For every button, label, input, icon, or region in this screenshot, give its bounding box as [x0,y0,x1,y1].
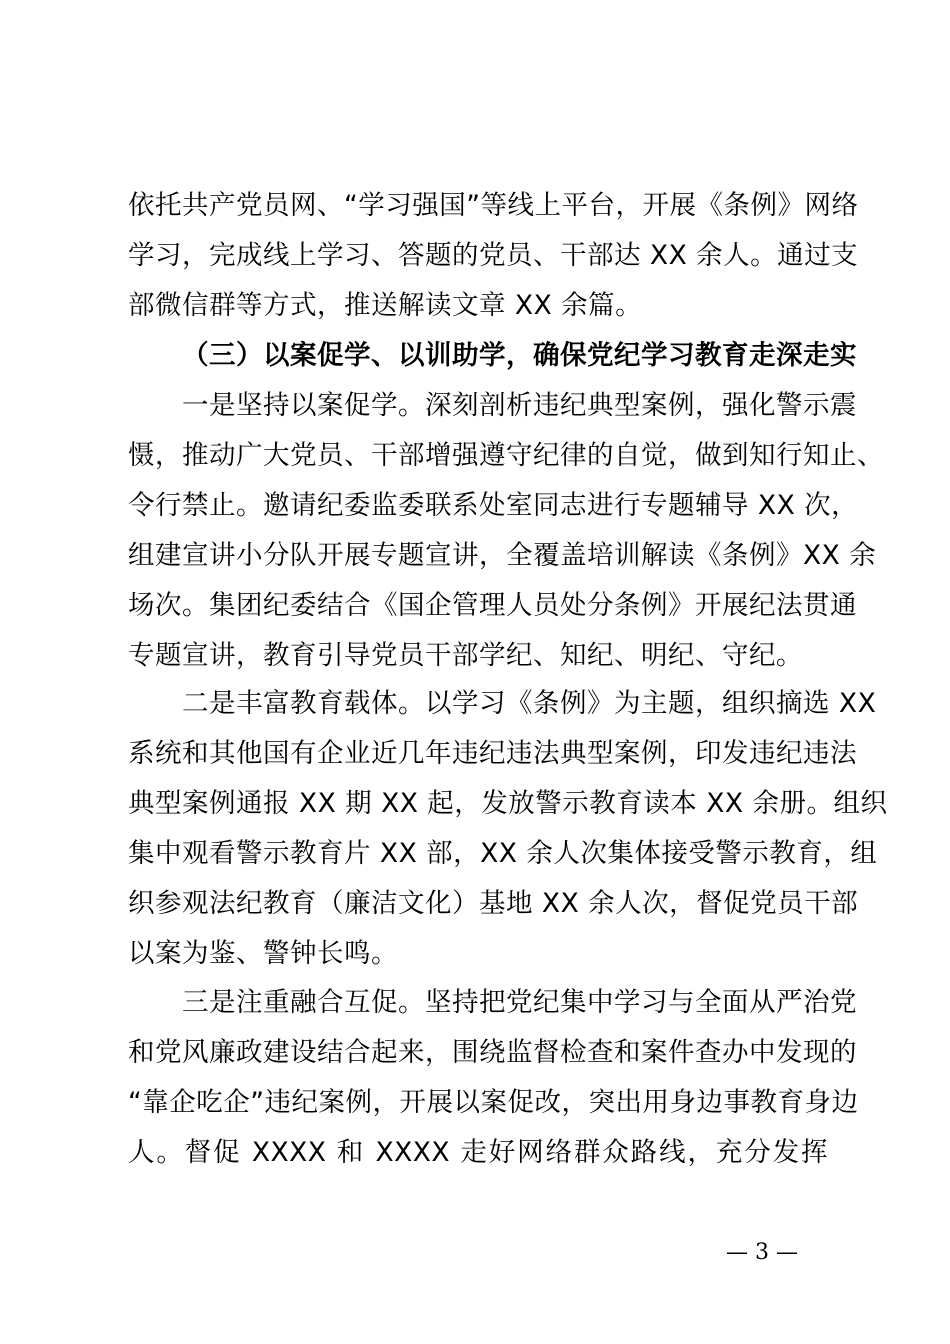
page-number: — 3 — [726,1240,798,1265]
text-line: 组建宣讲小分队开展专题宣讲，全覆盖培训解读《条例》XX 余 [128,540,877,571]
text-line: 学习，完成线上学习、答题的党员、干部达 XX 余人。通过支 [128,240,859,271]
text-line: 专题宣讲，教育引导党员干部学纪、知纪、明纪、守纪。 [128,640,803,671]
paragraph-integration [128,978,859,1178]
text-line: 人。督促 XXXX 和 XXXX 走好网络群众路线，充分发挥 [128,1137,828,1168]
text-line: 三是注重融合互促。坚持把党纪集中学习与全面从严治党 [182,987,857,1018]
text-line: 部微信群等方式，推送解读文章 XX 余篇。 [128,290,643,321]
text-line: 织参观法纪教育（廉洁文化）基地 XX 余人次，督促党员干部 [128,888,859,919]
text-line: 场次。集团纪委结合《国企管理人员处分条例》开展纪法贯通 [128,590,857,621]
text-line: 和党风廉政建设结合起来，围绕监督检查和案件查办中发现的 [128,1037,857,1068]
paragraph-continuation [128,181,859,331]
text-line: 集中观看警示教育片 XX 部，XX 余人次集体接受警示教育，组 [128,838,878,869]
text-line: 慑，推动广大党员、干部增强遵守纪律的自觉，做到知行知止、 [128,440,884,471]
text-line: 依托共产党员网、“学习强国”等线上平台，开展《条例》网络 [128,190,859,221]
text-line: 令行禁止。邀请纪委监委联系处室同志进行专题辅导 XX 次， [128,490,859,521]
section-heading-block [128,331,857,381]
section-heading: （三）以案促学、以训助学，确保党纪学习教育走深走实 [182,340,857,371]
text-line: 典型案例通报 XX 期 XX 起，发放警示教育读本 XX 余册。组织 [128,788,888,819]
text-line: 一是坚持以案促学。深刻剖析违纪典型案例，强化警示震 [182,390,857,421]
text-line: 以案为鉴、警钟长鸣。 [128,938,398,969]
paragraph-case-study [128,381,884,681]
text-line: “靠企吃企”违纪案例，开展以案促改，突出用身边事教育身边 [128,1087,859,1118]
paragraph-education-carriers [128,679,888,979]
text-line: 系统和其他国有企业近几年违纪违法典型案例，印发违纪违法 [128,738,857,769]
text-line: 二是丰富教育载体。以学习《条例》为主题，组织摘选 XX [182,688,877,719]
